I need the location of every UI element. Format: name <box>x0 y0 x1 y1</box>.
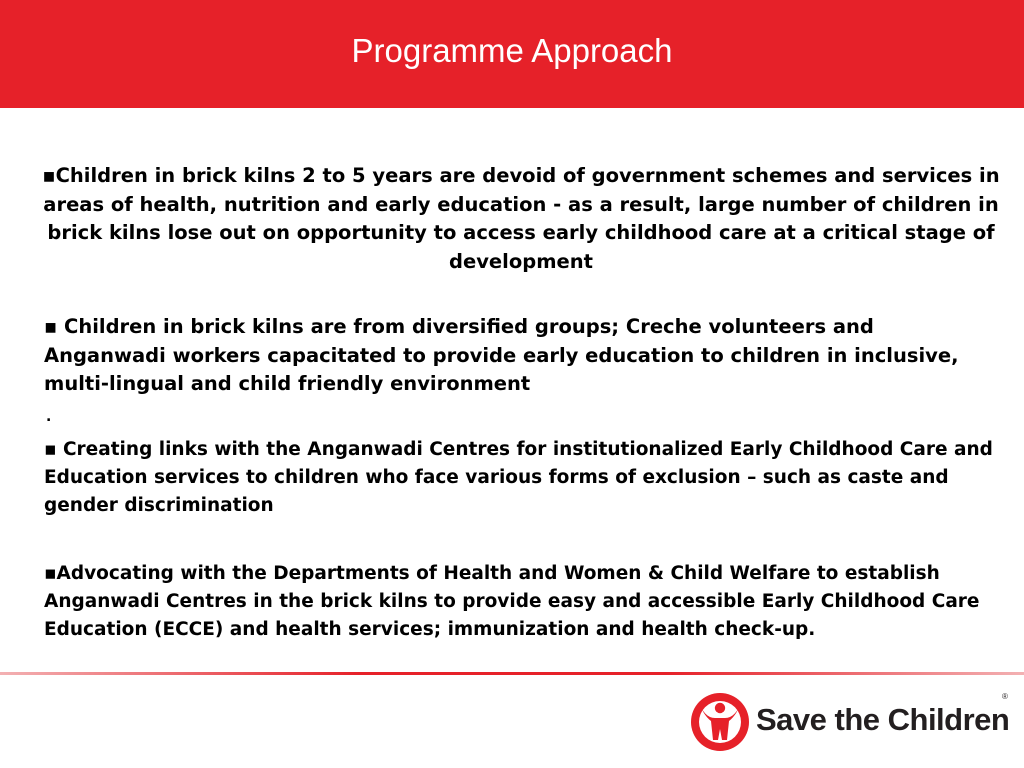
registered-mark: ® <box>1002 692 1008 701</box>
footer-divider <box>0 672 1024 675</box>
save-the-children-logo <box>688 688 1014 754</box>
bullet-3: ▪ Creating links with the Anganwadi Centres for institutionalized Early Childhood Care and Education services to children who face various forms of exclusion – such as caste and gender discrimination <box>44 439 993 516</box>
logo-text: Save the Children <box>756 702 1010 737</box>
save-the-children-figure-icon <box>688 688 752 752</box>
stray-dot: . <box>46 409 52 425</box>
slide-title: Programme Approach <box>351 32 673 69</box>
bullet-1: ▪Children in brick kilns 2 to 5 years are devoid of government schemes and services in areas of health, nutrition and early education - as a result, large number of children in brick kilns lose out on opportunity to access early childhood care at a critical stage of development <box>42 164 1000 273</box>
bullet-2: ▪ Children in brick kilns are from diversified groups; Creche volunteers and Anganwadi workers capacitated to provide early education to children in inclusive, multi-lingual and child friendly environment <box>44 315 959 395</box>
bullet-4: ▪Advocating with the Departments of Health and Women & Child Welfare to establish Anganwadi Centres in the brick kilns to provide easy and accessible Early Childhood Care Education (ECCE) and health services; immunization and health check-up. <box>44 563 980 640</box>
